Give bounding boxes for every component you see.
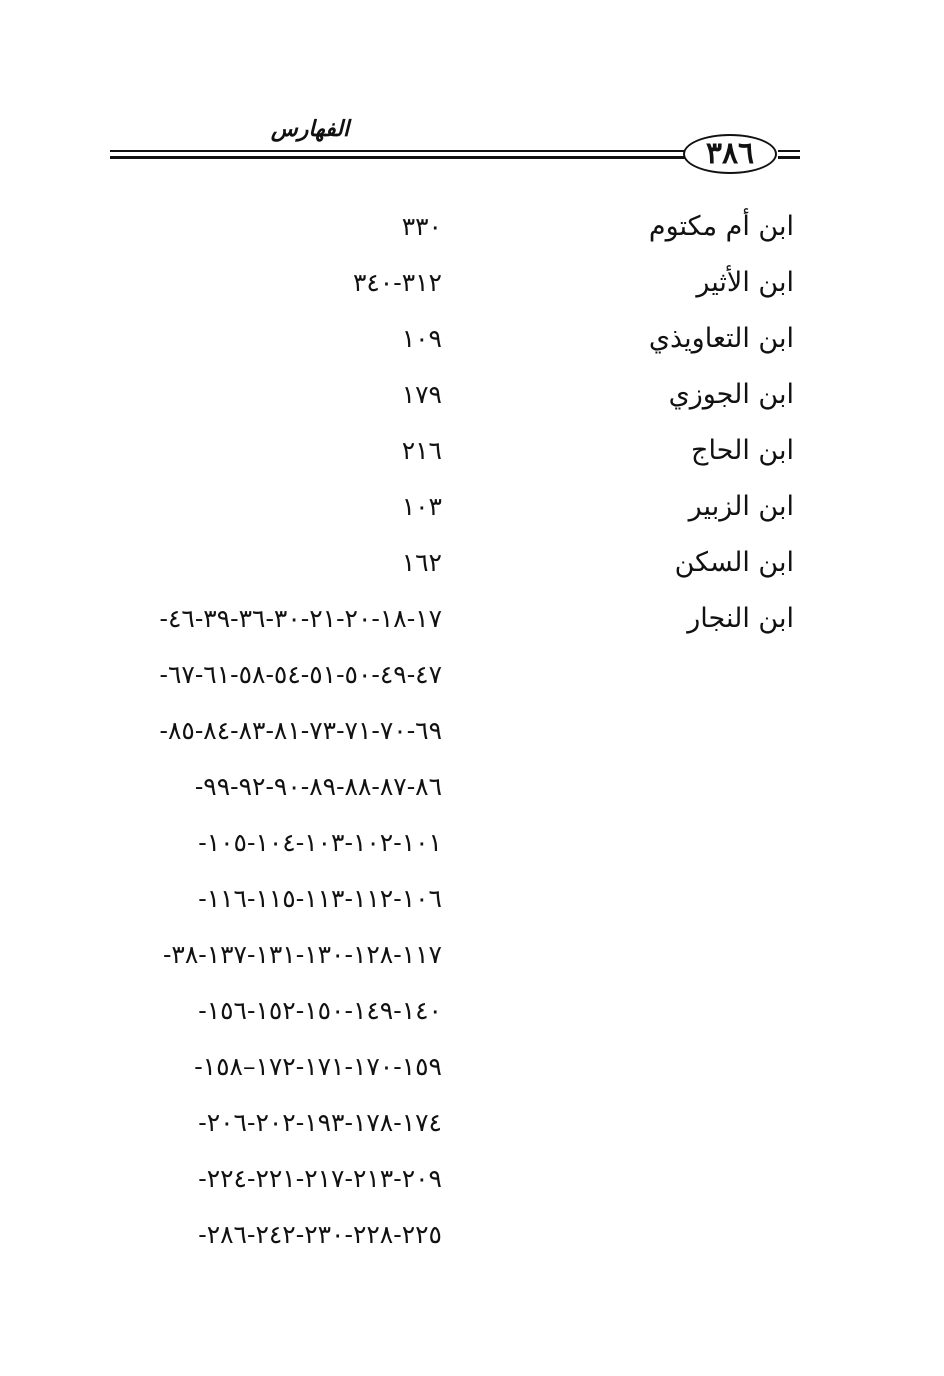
index-continuation-line: ١٤٠-١٤٩-١٥٠-١٥٢-١٥٦- [198,996,442,1025]
index-entry-name: ابن أم مكتوم [648,211,794,242]
index-entry-name: ابن الحاج [691,435,794,466]
index-continuation-line: ١١٧-١٢٨-١٣٠-١٣١-١٣٧-٣٨- [162,940,442,969]
index-continuation-line: ١٥٩-١٧٠-١٧١-١٧٢–١٥٨- [194,1052,442,1081]
index-continuation-line: ٢٢٥-٢٢٨-٢٣٠-٢٤٢-٢٨٦- [198,1220,442,1249]
index-continuation-line: ٤٧-٤٩-٥٠-٥١-٥٤-٥٨-٦١-٦٧- [159,660,442,689]
index-continuation-line: ٢٠٩-٢١٣-٢١٧-٢٢١-٢٢٤- [198,1164,442,1193]
index-entry-pages: ٣١٢-٣٤٠ [352,268,442,297]
index-entry-pages: ٢١٦ [401,436,442,465]
index-entry-name: ابن التعاويذي [648,323,794,354]
index-continuation-line: ٨٦-٨٧-٨٨-٨٩-٩٠-٩٢-٩٩- [194,772,442,801]
index-continuation-line: ١٠١-١٠٢-١٠٣-١٠٤-١٠٥- [198,828,442,857]
index-entry-pages: ١٠٣ [401,492,442,521]
index-continuation-line: ٦٩-٧٠-٧١-٧٣-٨١-٨٣-٨٤-٨٥- [159,716,442,745]
page-number: ٣٨٦ [683,134,777,174]
index-entry-name: ابن النجار [687,603,794,634]
index-entry-pages: ٣٣٠ [401,212,442,241]
index-entry-pages: ١٠٩ [401,324,442,353]
index-continuation-line: ١٠٦-١١٢-١١٣-١١٥-١١٦- [198,884,442,913]
index-entry-pages: ١٦٢ [401,548,442,577]
running-title: الفهارس [270,116,350,142]
index-entry-pages: ١٧٩ [401,380,442,409]
index-entry-pages: ١٧-١٨-٢٠-٢١-٣٠-٣٦-٣٩-٤٦- [159,604,442,633]
index-entry-name: ابن الأثير [696,267,794,298]
index-entry-name: ابن الجوزي [668,379,794,410]
index-entry-name: ابن الزبير [688,491,794,522]
index-continuation-line: ١٧٤-١٧٨-١٩٣-٢٠٢-٢٠٦- [198,1108,442,1137]
index-entry-name: ابن السكن [674,547,794,578]
